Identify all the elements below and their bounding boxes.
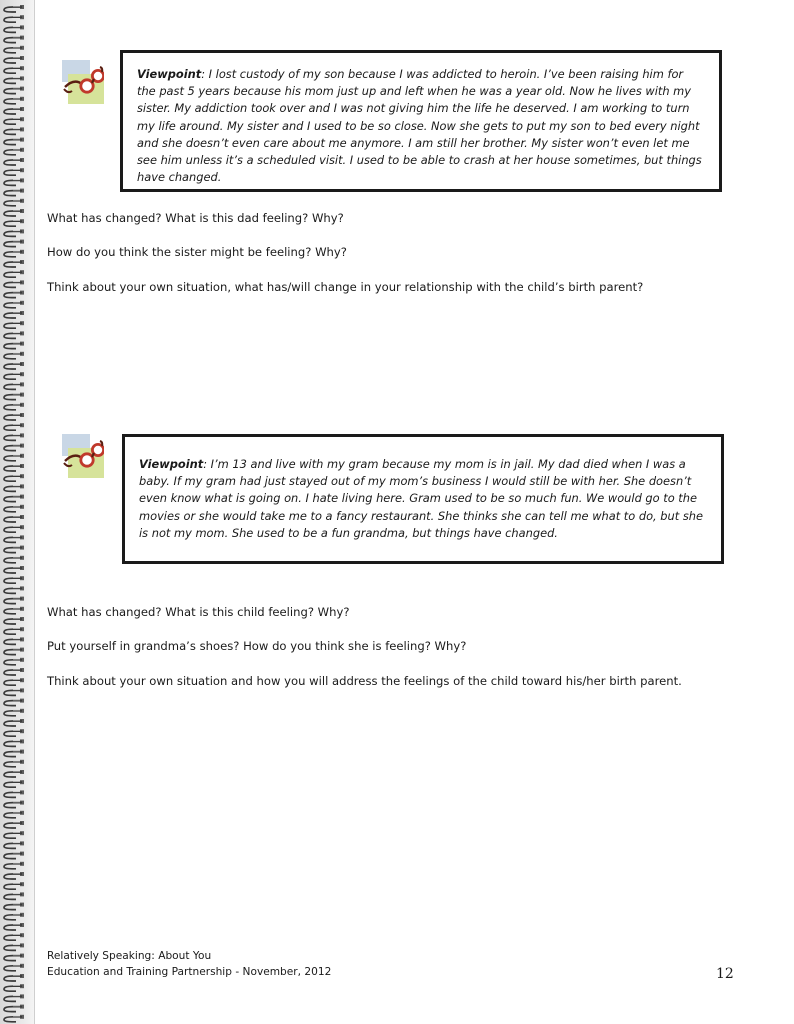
spiral-coil [4, 444, 24, 451]
spiral-coil [4, 597, 24, 604]
spiral-coil [4, 525, 24, 532]
spiral-coil [4, 36, 24, 43]
spiral-coil [4, 688, 24, 695]
spiral-coil [4, 515, 24, 522]
spiral-coil [4, 199, 24, 206]
spiral-coil [4, 393, 24, 400]
spiral-coil [4, 627, 24, 634]
spiral-coils [0, 0, 34, 1024]
spiral-coil [4, 270, 24, 277]
glasses-icon [62, 434, 104, 478]
spiral-coil [4, 719, 24, 726]
spiral-coil [4, 760, 24, 767]
spiral-coil [4, 943, 24, 950]
spiral-coil [4, 15, 24, 22]
spiral-coil [4, 658, 24, 665]
spiral-coil [4, 770, 24, 777]
spiral-coil [4, 882, 24, 889]
spiral-coil [4, 780, 24, 787]
question-dad-feeling: What has changed? What is this dad feeling? Why? [47, 211, 344, 225]
spiral-coil [4, 168, 24, 175]
spiral-coil [4, 852, 24, 859]
spiral-coil [4, 913, 24, 920]
spiral-coil [4, 607, 24, 614]
viewpoint-text: : I lost custody of my son because I was addicted to heroin. I’ve been raising him for the past 5 years because his mom just up and left when he was a year old. Now he lives with my sister. My addiction took over and I was not giving him the life he deserved. I am working to turn my life around. My sister and I used to be so close. Now she gets to put my son to bed every night and she doesn’t even care about me anymore. I am still her brother. My sister won’t even let me see him unless it’s a scheduled visit. I used to be able to crash at her house sometimes, but things have changed. [137, 67, 702, 185]
spiral-coil [4, 127, 24, 134]
footer-org-date: Education and Training Partnership - November, 2012 [47, 966, 332, 978]
spiral-coil [4, 433, 24, 440]
spiral-coil [4, 25, 24, 32]
spiral-coil [4, 495, 24, 502]
spiral-coil [4, 709, 24, 716]
spiral-coil [4, 892, 24, 899]
question-child-feeling: What has changed? What is this child feeling? Why? [47, 605, 350, 619]
glasses-icon [62, 60, 104, 104]
spiral-coil [4, 566, 24, 573]
spiral-coil [4, 56, 24, 63]
spiral-coil [4, 862, 24, 869]
spiral-coil [4, 148, 24, 155]
spiral-coil [4, 250, 24, 257]
spiral-coil [4, 586, 24, 593]
spiral-coil [4, 546, 24, 553]
spiral-coil [4, 87, 24, 94]
viewpoint-label: Viewpoint [139, 457, 204, 471]
spiral-coil [4, 280, 24, 287]
spiral-coil [4, 342, 24, 349]
spiral-coil [4, 423, 24, 430]
spiral-coil [4, 138, 24, 145]
spiral-coil [4, 535, 24, 542]
spiral-coil [4, 831, 24, 838]
spiral-coil [4, 209, 24, 216]
viewpoint-box-1 [120, 50, 722, 192]
spiral-coil [4, 729, 24, 736]
footer [47, 948, 331, 980]
page-number: 12 [716, 966, 734, 982]
spiral-coil [4, 821, 24, 828]
spiral-coil [4, 464, 24, 471]
spiral-coil [4, 811, 24, 818]
spiral-coil [4, 158, 24, 165]
viewpoint-box-2 [122, 434, 724, 564]
spiral-coil [4, 362, 24, 369]
question-grandma-feeling: Put yourself in grandma’s shoes? How do you think she is feeling? Why? [47, 639, 467, 653]
spiral-coil [4, 403, 24, 410]
spiral-coil [4, 311, 24, 318]
spiral-coil [4, 76, 24, 83]
spiral-coil [4, 903, 24, 910]
spiral-coil [4, 352, 24, 359]
spiral-coil [4, 750, 24, 757]
spiral-coil [4, 923, 24, 930]
spiral-coil [4, 617, 24, 624]
spiral-coil [4, 189, 24, 196]
spiral-coil [4, 321, 24, 328]
spiral-coil [4, 382, 24, 389]
spiral-coil [4, 668, 24, 675]
spiral-coil [4, 637, 24, 644]
spiral-coil [4, 678, 24, 685]
question-own-situation-2: Think about your own situation and how you will address the feelings of the child toward his/her birth parent. [47, 674, 682, 688]
spiral-coil [4, 994, 24, 1001]
spiral-coil [4, 954, 24, 961]
spiral-coil [4, 505, 24, 512]
spiral-coil [4, 66, 24, 73]
spiral-coil [4, 474, 24, 481]
spiral-coil [4, 790, 24, 797]
spiral-coil [4, 699, 24, 706]
spiral-coil [4, 178, 24, 185]
spiral-coil [4, 301, 24, 308]
spiral-coil [4, 1015, 24, 1022]
spiral-coil [4, 229, 24, 236]
spiral-coil [4, 841, 24, 848]
spiral-coil [4, 576, 24, 583]
spiral-coil [4, 648, 24, 655]
spiral-coil [4, 117, 24, 124]
spiral-coil [4, 331, 24, 338]
spiral-coil [4, 739, 24, 746]
spiral-coil [4, 984, 24, 991]
spiral-coil [4, 556, 24, 563]
spiral-coil [4, 872, 24, 879]
spiral-coil [4, 260, 24, 267]
spiral-coil [4, 974, 24, 981]
question-sister-feeling: How do you think the sister might be feeling? Why? [47, 245, 347, 259]
spiral-coil [4, 219, 24, 226]
spiral-coil [4, 933, 24, 940]
spiral-coil [4, 46, 24, 53]
spiral-coil [4, 291, 24, 298]
spiral-coil [4, 964, 24, 971]
spiral-coil [4, 5, 24, 12]
spiral-coil [4, 372, 24, 379]
viewpoint-label: Viewpoint [137, 67, 202, 81]
spiral-coil [4, 484, 24, 491]
spiral-coil [4, 97, 24, 104]
spiral-coil [4, 413, 24, 420]
footer-title: Relatively Speaking: About You [47, 950, 212, 962]
spiral-coil [4, 454, 24, 461]
spiral-coil [4, 801, 24, 808]
spiral-binding [0, 0, 35, 1024]
question-own-situation-1: Think about your own situation, what has/will change in your relationship with the child’s birth parent? [47, 280, 644, 294]
viewpoint-text: : I’m 13 and live with my gram because my mom is in jail. My dad died when I was a baby. If my gram had just stayed out of my mom’s business I would still be with her. She doesn’t even know what is going on. I hate living here. Gram used to be so much fun. We would go to the movies or she would take me to a fancy restaurant. She thinks she can tell me what to do, but she is not my mom. She used to be a fun grandma, but things have changed. [139, 457, 703, 540]
spiral-coil [4, 1005, 24, 1012]
spiral-coil [4, 240, 24, 247]
spiral-coil [4, 107, 24, 114]
